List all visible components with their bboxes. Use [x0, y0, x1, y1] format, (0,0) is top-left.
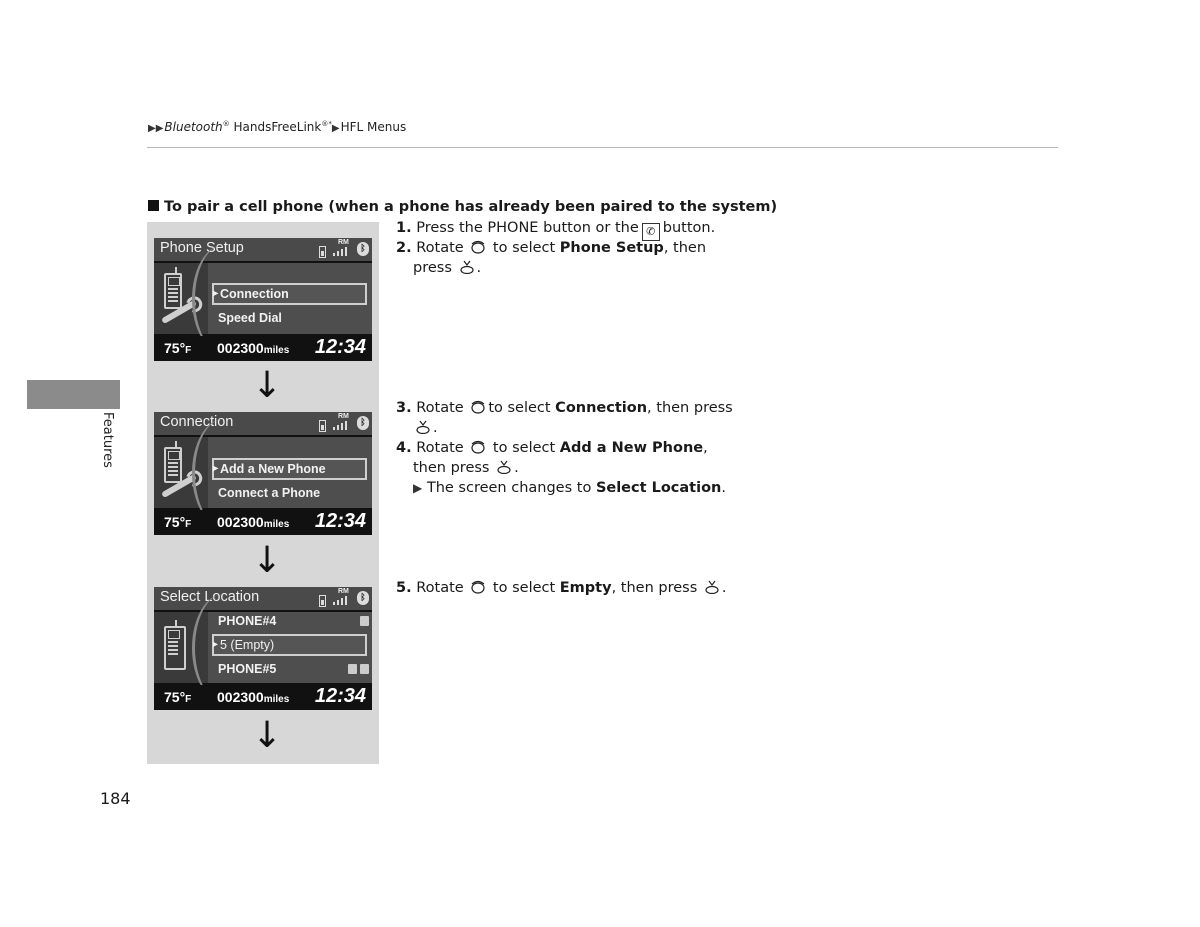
temperature: 75°F — [164, 514, 192, 530]
page-number: 184 — [100, 789, 131, 808]
step-1: 1. Press the PHONE button or the ✆ button. — [396, 218, 715, 241]
screen-title-bar — [154, 238, 372, 261]
status-icons — [319, 414, 369, 432]
step-2: 2. Rotate to select Phone Setup, then — [396, 240, 707, 256]
cell-phone-icon — [164, 447, 182, 483]
press-knob-icon — [496, 460, 512, 474]
battery-icon — [319, 420, 326, 432]
rotate-knob-icon — [470, 400, 486, 414]
temperature: 75°F — [164, 689, 192, 705]
screen-title: Phone Setup — [160, 240, 244, 256]
clock: 12:34 — [314, 336, 366, 358]
menu-item-speed-dial[interactable]: Speed Dial — [218, 311, 282, 325]
breadcrumb-handsfreelink: HandsFreeLink — [229, 120, 322, 134]
press-knob-icon — [704, 580, 720, 594]
cell-phone-icon — [164, 626, 186, 670]
battery-icon — [319, 595, 326, 607]
clock: 12:34 — [314, 685, 366, 707]
step-4-note: ▶ The screen changes to Select Location. — [413, 480, 726, 496]
info-bar — [154, 336, 372, 361]
screen-menu — [154, 437, 372, 508]
menu-item-phone4[interactable]: PHONE#4 — [212, 610, 372, 632]
phone-slot-icon — [360, 616, 369, 626]
temperature: 75°F — [164, 340, 192, 356]
clock: 12:34 — [314, 510, 366, 532]
phone-book-icon — [348, 664, 357, 674]
roaming-indicator: RM — [338, 588, 349, 595]
chapter-tab — [27, 380, 120, 409]
screen-menu — [154, 263, 372, 334]
roaming-indicator: RM — [338, 413, 349, 420]
down-arrow-icon: ↓ — [252, 715, 283, 756]
bluetooth-icon: ᛒ — [357, 591, 369, 605]
display-screen-select-location — [154, 587, 372, 710]
step-4-cont: then press . — [413, 460, 519, 476]
screen-title: Connection — [160, 414, 234, 430]
rotate-knob-icon — [470, 240, 486, 254]
display-screen-connection — [154, 412, 372, 535]
registered-mark: ® — [222, 120, 230, 128]
menu-item-phone5[interactable]: PHONE#5 — [212, 658, 372, 680]
roaming-indicator: RM — [338, 239, 349, 246]
info-bar — [154, 685, 372, 710]
breadcrumb — [148, 120, 406, 134]
press-knob-icon — [415, 420, 431, 434]
signal-icon — [329, 246, 351, 256]
triangle-icon: ▶ — [331, 123, 340, 134]
step-2-cont: press . — [413, 260, 482, 276]
press-knob-icon — [459, 260, 475, 274]
battery-icon — [319, 246, 326, 258]
menu-item-connection[interactable]: ▸ Connection — [212, 283, 367, 305]
breadcrumb-hfl-menus: HFL Menus — [340, 120, 407, 134]
status-icons — [319, 589, 369, 607]
screen-menu — [154, 612, 372, 683]
menu-item-add-new-phone[interactable]: ▸ Add a New Phone — [212, 458, 367, 480]
section-title-text: To pair a cell phone (when a phone has already been paired to the system) — [164, 199, 778, 215]
odometer: 002300miles — [217, 689, 290, 705]
rotate-knob-icon — [470, 580, 486, 594]
step-4: 4. Rotate to select Add a New Phone, — [396, 440, 708, 456]
section-title — [148, 199, 777, 215]
step-5: 5. Rotate to select Empty, then press . — [396, 580, 727, 596]
menu-item-empty-slot[interactable]: ▸ 5 (Empty) — [212, 634, 367, 656]
triangle-icon: ▶▶ — [148, 123, 164, 134]
display-screen-phone-setup — [154, 238, 372, 361]
info-bar — [154, 510, 372, 535]
phone-button-icon: ✆ — [642, 223, 660, 241]
down-arrow-icon: ↓ — [252, 540, 283, 581]
bluetooth-icon: ᛒ — [357, 416, 369, 430]
screen-title-bar — [154, 587, 372, 610]
bluetooth-icon: ᛒ — [357, 242, 369, 256]
header-rule — [147, 147, 1058, 148]
step-3: 3. Rotate to select Connection, then press — [396, 400, 733, 416]
square-bullet-icon — [148, 200, 159, 211]
odometer: 002300miles — [217, 514, 290, 530]
screen-title: Select Location — [160, 589, 260, 605]
screen-title-bar — [154, 412, 372, 435]
signal-icon — [329, 595, 351, 605]
odometer: 002300miles — [217, 340, 290, 356]
breadcrumb-bluetooth: Bluetooth — [164, 120, 223, 134]
down-arrow-icon: ↓ — [252, 365, 283, 406]
status-icons — [319, 240, 369, 258]
rotate-knob-icon — [470, 440, 486, 454]
cell-phone-icon — [164, 273, 182, 309]
menu-item-connect-phone[interactable]: Connect a Phone — [218, 486, 321, 500]
chapter-label: Features — [100, 412, 115, 468]
registered-mark: ®* — [321, 120, 332, 128]
triangle-icon: ▶ — [413, 481, 423, 495]
step-3-cont: . — [396, 418, 438, 438]
phone-slot-icon — [360, 664, 369, 674]
signal-icon — [329, 420, 351, 430]
